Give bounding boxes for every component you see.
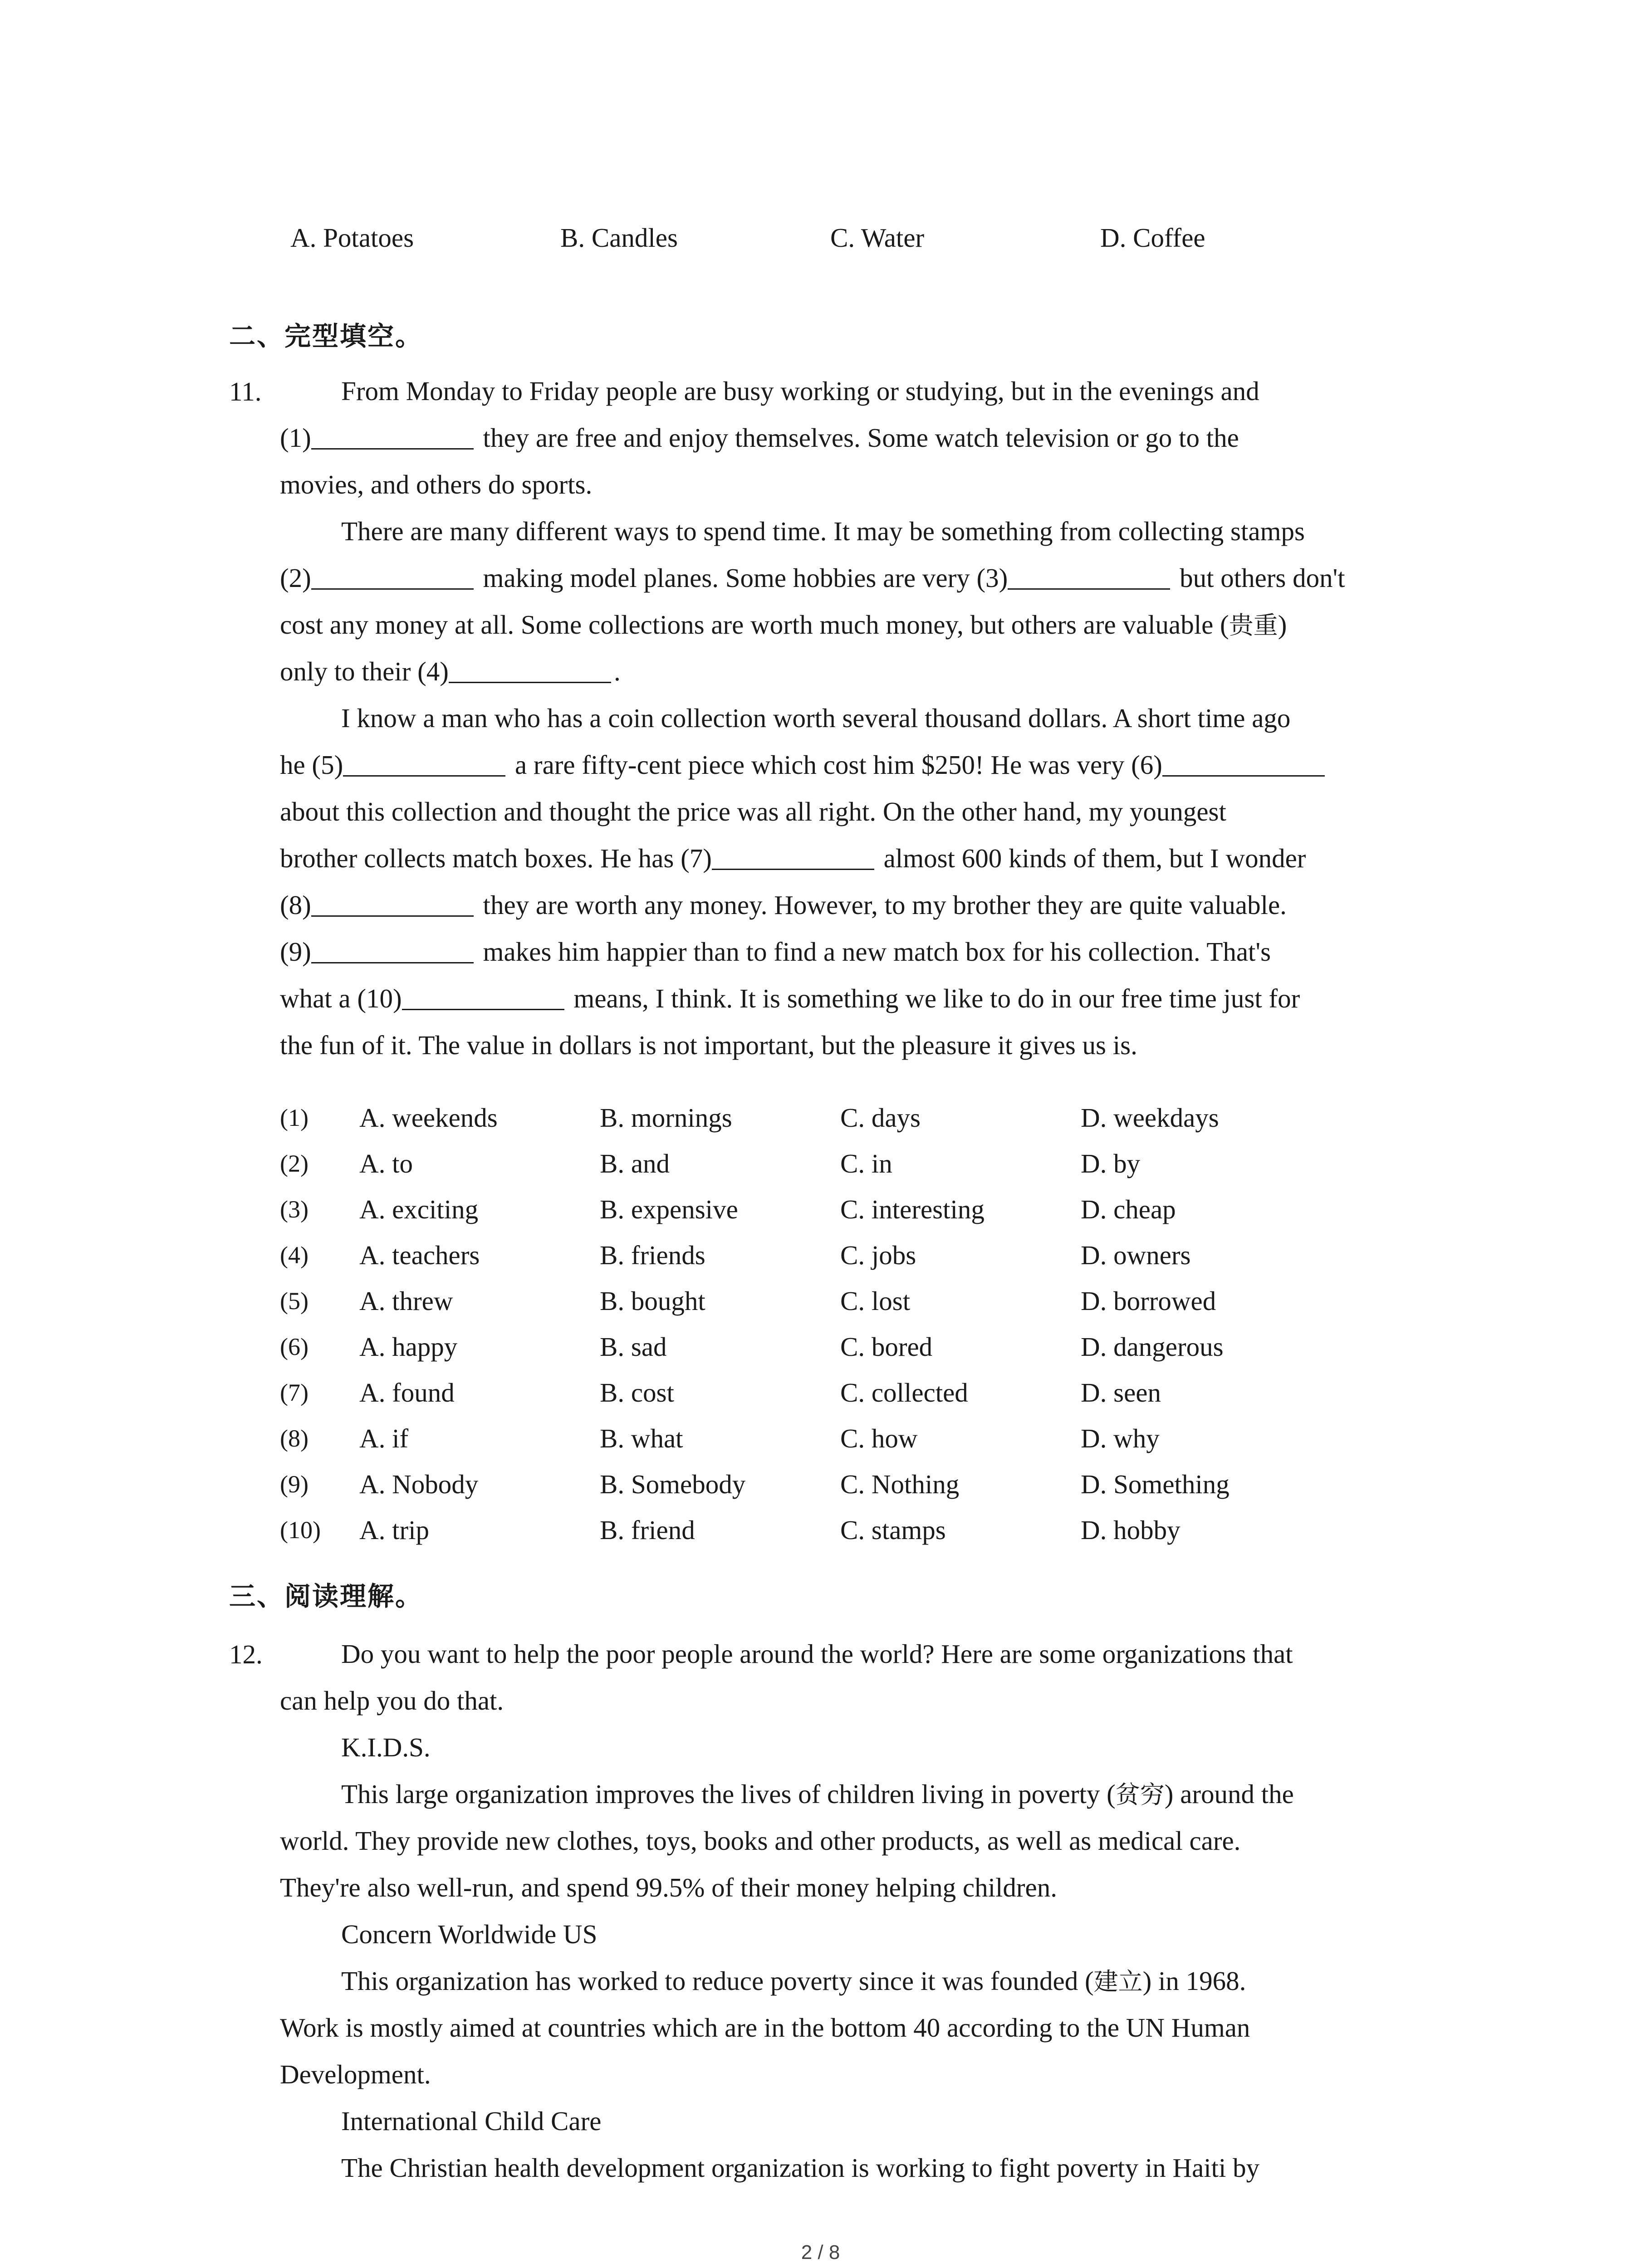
reading-passage-line: The Christian health development organization is working to fight poverty in Haiti by bbox=[341, 2153, 1260, 2183]
option-d: D. dangerous bbox=[1081, 1332, 1224, 1362]
reading-passage bbox=[280, 1631, 1450, 2191]
cloze-passage-line: (8) they are worth any money. However, to my brother they are quite valuable. bbox=[280, 882, 1450, 929]
answer-blank[interactable] bbox=[311, 930, 474, 963]
cloze-passage-line: he (5) a rare fifty-cent piece which cost him $250! He was very (6) bbox=[280, 742, 1450, 788]
option-d: D. owners bbox=[1081, 1240, 1191, 1270]
cloze-passage-line: (9) makes him happier than to find a new match box for his collection. That's bbox=[280, 929, 1450, 975]
option-number: (1) bbox=[280, 1104, 309, 1131]
option-c: C. in bbox=[840, 1149, 892, 1178]
option-a: A. threw bbox=[359, 1286, 453, 1316]
q10-option-a: A. Potatoes bbox=[290, 223, 414, 253]
cloze-passage-line: From Monday to Friday people are busy working or studying, but in the evenings and bbox=[341, 376, 1259, 406]
option-number: (10) bbox=[280, 1516, 321, 1544]
section-title-cloze: 二、完型填空。 bbox=[229, 321, 423, 352]
option-number: (3) bbox=[280, 1196, 309, 1223]
option-a: A. found bbox=[359, 1378, 455, 1408]
option-c: C. collected bbox=[840, 1378, 968, 1408]
option-number: (4) bbox=[280, 1242, 309, 1269]
cloze-passage-line: only to their (4) . bbox=[280, 648, 1450, 695]
option-c: C. days bbox=[840, 1103, 921, 1133]
option-number: (5) bbox=[280, 1287, 309, 1315]
answer-blank[interactable] bbox=[402, 977, 564, 1010]
section-title-reading: 三、阅读理解。 bbox=[229, 1581, 423, 1612]
question-number-12: 12. bbox=[229, 1639, 263, 1669]
option-c: C. stamps bbox=[840, 1515, 946, 1545]
cloze-passage-line: (1) they are free and enjoy themselves. Some watch television or go to the bbox=[280, 415, 1450, 461]
answer-blank[interactable] bbox=[311, 884, 474, 917]
option-a: A. trip bbox=[359, 1515, 430, 1545]
option-c: C. bored bbox=[840, 1332, 933, 1362]
option-a: A. teachers bbox=[359, 1240, 480, 1270]
option-b: B. friend bbox=[600, 1515, 695, 1545]
option-a: A. happy bbox=[359, 1332, 458, 1362]
option-d: D. cheap bbox=[1081, 1194, 1176, 1224]
cloze-passage-line: what a (10) means, I think. It is something we like to do in our free time just for bbox=[280, 975, 1450, 1022]
reading-passage-line: International Child Care bbox=[341, 2106, 602, 2136]
option-b: B. expensive bbox=[600, 1194, 738, 1224]
option-b: B. friends bbox=[600, 1240, 705, 1270]
option-a: A. Nobody bbox=[359, 1469, 479, 1499]
reading-passage-line: world. They provide new clothes, toys, books and other products, as well as medical care. bbox=[280, 1826, 1241, 1856]
cloze-passage-line: There are many different ways to spend time. It may be something from collecting stamps bbox=[341, 516, 1305, 546]
option-a: A. exciting bbox=[359, 1194, 479, 1224]
reading-passage-line: This large organization improves the lives of children living in poverty (贫穷) around the bbox=[341, 1779, 1294, 1809]
option-a: A. to bbox=[359, 1149, 413, 1178]
question-number-11: 11. bbox=[229, 376, 262, 406]
option-a: A. if bbox=[359, 1423, 409, 1453]
cloze-passage-line: cost any money at all. Some collections are worth much money, but others are valuable (贵重) bbox=[280, 610, 1287, 640]
option-c: C. lost bbox=[840, 1286, 911, 1316]
option-b: B. mornings bbox=[600, 1103, 732, 1133]
option-b: B. Somebody bbox=[600, 1469, 746, 1499]
option-number: (7) bbox=[280, 1379, 309, 1406]
option-b: B. bought bbox=[600, 1286, 705, 1316]
option-d: D. weekdays bbox=[1081, 1103, 1219, 1133]
answer-blank[interactable] bbox=[712, 837, 874, 870]
cloze-passage-line: I know a man who has a coin collection worth several thousand dollars. A short time ago bbox=[341, 703, 1291, 733]
q10-option-c: C. Water bbox=[830, 223, 925, 253]
option-d: D. borrowed bbox=[1081, 1286, 1216, 1316]
option-c: C. jobs bbox=[840, 1240, 916, 1270]
option-number: (2) bbox=[280, 1150, 309, 1177]
option-b: B. what bbox=[600, 1423, 683, 1453]
option-b: B. sad bbox=[600, 1332, 667, 1362]
option-c: C. Nothing bbox=[840, 1469, 960, 1499]
cloze-passage bbox=[280, 368, 1450, 1069]
cloze-passage-line: movies, and others do sports. bbox=[280, 469, 593, 499]
answer-blank[interactable] bbox=[343, 743, 505, 777]
option-c: C. interesting bbox=[840, 1194, 985, 1224]
option-d: D. seen bbox=[1081, 1378, 1161, 1408]
reading-passage-line: Concern Worldwide US bbox=[341, 1919, 598, 1949]
option-number: (8) bbox=[280, 1425, 309, 1452]
cloze-passage-line: the fun of it. The value in dollars is not important, but the pleasure it gives us is. bbox=[280, 1030, 1137, 1060]
q10-option-d: D. Coffee bbox=[1100, 223, 1205, 253]
reading-passage-line: can help you do that. bbox=[280, 1686, 504, 1716]
option-number: (9) bbox=[280, 1471, 309, 1498]
reading-passage-line: They're also well-run, and spend 99.5% of their money helping children. bbox=[280, 1872, 1057, 1902]
option-number: (6) bbox=[280, 1333, 309, 1360]
option-a: A. weekends bbox=[359, 1103, 498, 1133]
reading-passage-line: Do you want to help the poor people around the world? Here are some organizations that bbox=[341, 1639, 1293, 1669]
cloze-passage-line: brother collects match boxes. He has (7) almost 600 kinds of them, but I wonder bbox=[280, 835, 1450, 882]
reading-passage-line: Development. bbox=[280, 2059, 431, 2089]
reading-passage-line: K.I.D.S. bbox=[341, 1732, 431, 1762]
reading-passage-line: Work is mostly aimed at countries which are in the bottom 40 according to the UN Human bbox=[280, 2013, 1250, 2043]
answer-blank[interactable] bbox=[311, 557, 474, 590]
answer-blank[interactable] bbox=[311, 416, 474, 450]
q10-option-b: B. Candles bbox=[560, 223, 678, 253]
option-b: B. cost bbox=[600, 1378, 674, 1408]
page-number: 2 / 8 bbox=[801, 2241, 840, 2263]
option-d: D. why bbox=[1081, 1423, 1160, 1453]
option-b: B. and bbox=[600, 1149, 670, 1178]
option-d: D. by bbox=[1081, 1149, 1141, 1178]
cloze-passage-line: (2) making model planes. Some hobbies are very (3) but others don't bbox=[280, 555, 1450, 601]
answer-blank[interactable] bbox=[449, 650, 611, 683]
reading-passage-line: This organization has worked to reduce poverty since it was founded (建立) in 1968. bbox=[341, 1966, 1246, 1996]
answer-blank[interactable] bbox=[1008, 557, 1170, 590]
answer-blank[interactable] bbox=[1162, 743, 1325, 777]
option-d: D. Something bbox=[1081, 1469, 1230, 1499]
cloze-passage-line: about this collection and thought the price was all right. On the other hand, my youngest bbox=[280, 797, 1226, 826]
option-c: C. how bbox=[840, 1423, 918, 1453]
option-d: D. hobby bbox=[1081, 1515, 1181, 1545]
